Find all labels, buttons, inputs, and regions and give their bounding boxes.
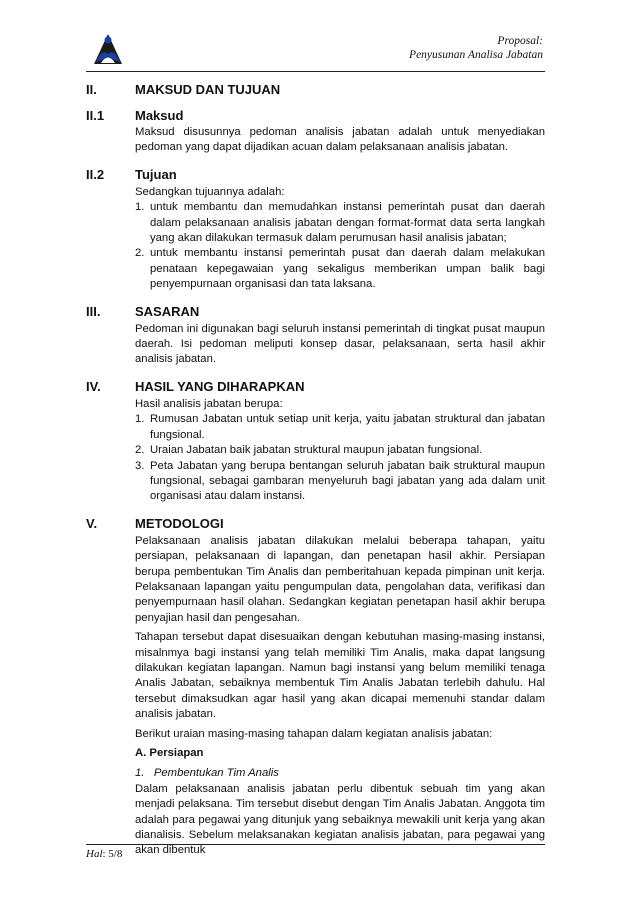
section-title: Tujuan [135, 167, 177, 183]
document-body [86, 73, 545, 863]
page-footer [86, 848, 122, 860]
header-line1: Proposal: [497, 35, 543, 47]
list-item: 2. untuk membantu instansi pemerintah pusat dan daerah dalam melakukan penataan kepegawaian yang sekaligus memberikan umpan balik bagi penyempurnaan organisasi dan tata laksana. [135, 247, 545, 291]
section-maksud-tujuan [86, 79, 545, 99]
page-number: : 5/8 [102, 848, 123, 860]
list-item: 1. Rumusan Jabatan untuk setiap unit kerja, yaitu jabatan struktural dan jabatan fungsional. [135, 413, 545, 441]
section-number: II. [86, 81, 97, 97]
section-number: II.1 [86, 107, 105, 123]
list-item: 2. Uraian Jabatan baik jabatan struktural maupun jabatan fungsional. [135, 444, 483, 457]
list-item: 3. Peta Jabatan yang berupa bentangan seluruh jabatan baik struktural maupun fungsional, sebagai gambaran menyeluruh bagi jabatan yang ada dalam unit organisasi atau dalam instansi. [135, 459, 545, 503]
section-number: V. [86, 516, 98, 532]
header-divider [86, 71, 545, 72]
logo-icon [92, 32, 124, 66]
subsection-heading: A. Persiapan [135, 747, 204, 759]
section-title: MAKSUD DAN TUJUAN [135, 81, 281, 97]
section-tujuan [86, 165, 545, 293]
section-number: III. [86, 304, 101, 320]
section-number: IV. [86, 379, 101, 395]
paragraph: Pelaksanaan analisis jabatan dilakukan melalui beberapa tahapan, yaitu persiapan, pelaksanaan di lapangan, dan penetapan hasil akhir. Persiapan berupa pembentukan Tim Analis dan pemberitahuan kepada pimpinan unit kerja. Pelaksanaan lapangan yaitu pengumpulan data, pengolahan data, verifikasi dan penyempurnaan hasil olahan. Sedangkan kegiatan penetapan hasil akhir berupa penyajian hasil dan pengesahan. [135, 534, 545, 624]
section-maksud [86, 105, 545, 156]
paragraph: Tahapan tersebut dapat disesuaikan dengan kebutuhan masing-masing instansi, misalnmya bagi instansi yang telah memiliki Tim Analis, maka dapat langsung dilakukan kegiatan lapangan. Namun bagi instansi yang belum memiliki tenaga Analis Jabatan, sebaiknya membentuk Tim Analis Jabatan terlebih dahulu. Hal tersebut dimaksudkan agar hasil yang akan dicapai memenuhi standar dalam analisis jabatan. [135, 631, 545, 721]
footer-label: Hal [86, 848, 103, 860]
list-intro: Sedangkan tujuannya adalah: [135, 185, 285, 198]
paragraph: Maksud disusunnya pedoman analisis jabatan adalah untuk menyediakan pedoman yang dapat dijadikan acuan dalam pelaksanaan analisis jabatan. [135, 126, 545, 154]
section-sasaran [86, 302, 545, 368]
header-line2: Penyusunan Analisa Jabatan [409, 49, 543, 61]
section-title: Maksud [135, 107, 184, 123]
footer-divider [86, 844, 545, 845]
section-title: HASIL YANG DIHARAPKAN [135, 379, 305, 395]
paragraph: Berikut uraian masing-masing tahapan dalam kegiatan analisis jabatan: [135, 727, 493, 740]
section-hasil [86, 377, 545, 505]
section-title: METODOLOGI [135, 516, 224, 532]
section-number: II.2 [86, 167, 105, 183]
list-item: 1. untuk membantu dan memudahkan instansi pemerintah pusat dan daerah dalam pelaksanaan analisis jabatan dengan format-format data serta langkah yang akan dilakukan termasuk dalam perumusan hasil analisis jabatan; [135, 201, 545, 245]
section-title: SASARAN [135, 304, 200, 320]
list-intro: Hasil analisis jabatan berupa: [135, 397, 283, 410]
paragraph: Dalam pelaksanaan analisis jabatan perlu dibentuk sebuah tim yang akan menjadi pelaksana. Tim tersebut disebut dengan Tim Analis Jabatan. Anggota tim adalah para pegawai yang ditunjuk yang sebaiknya mewakili unit kerja yang akan dianalisis. Sebelum melaksanakan kegiatan analisis jabatan, para pegawai yang akan dibentuk [135, 782, 545, 857]
paragraph: Pedoman ini digunakan bagi seluruh instansi pemerintah di tingkat pusat maupun daerah. Isi pedoman meliputi konsep dasar, pelaksanaan, serta hasil akhir analisis jabatan. [135, 322, 545, 366]
subsection-item-heading: 1. Pembentukan Tim Analis [135, 767, 279, 780]
page-header [409, 34, 543, 62]
section-metodologi [86, 514, 545, 859]
